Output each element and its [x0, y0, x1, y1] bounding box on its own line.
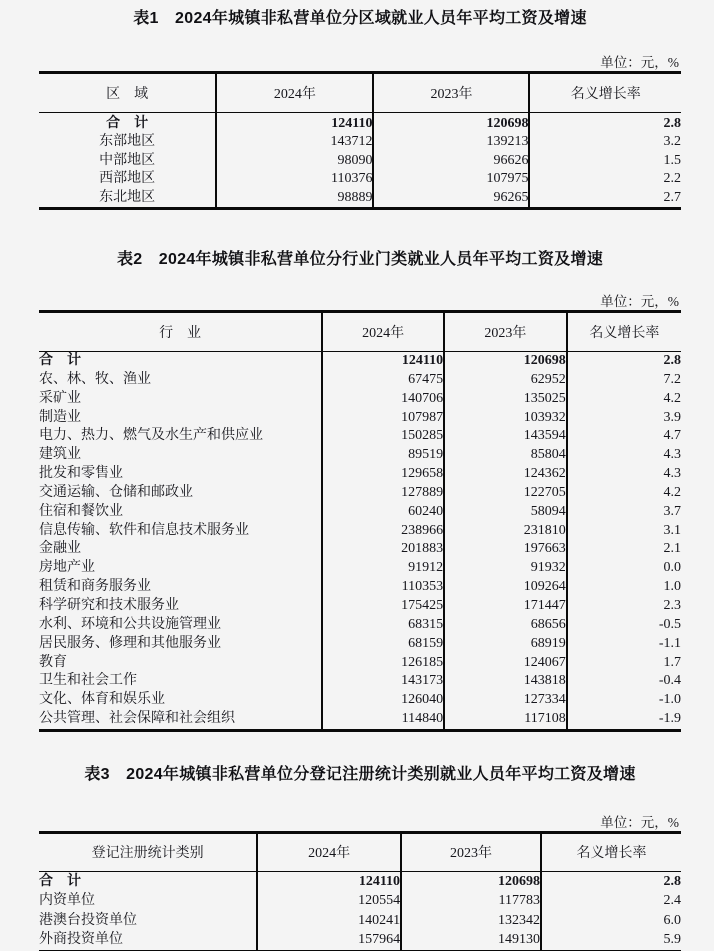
total-row	[39, 113, 681, 134]
row-label: 教育	[39, 654, 67, 670]
table2-title: 表2 2024年城镇非私营单位分行业门类就业人员年平均工资及增速	[116, 251, 604, 269]
table3-header	[39, 832, 681, 871]
row-label: 居民服务、修理和其他服务业	[39, 635, 221, 651]
value-2024: 68315	[322, 616, 444, 635]
row-label: 东北地区	[99, 189, 156, 205]
table1-header	[39, 73, 681, 113]
value-2024: 140241	[257, 911, 401, 931]
value-2024: 129658	[322, 465, 444, 484]
growth-rate: 2.8	[541, 871, 681, 891]
row-label: 港澳台投资单位	[39, 912, 137, 928]
value-2023: 124362	[444, 465, 567, 484]
growth-rate: 4.3	[567, 465, 681, 484]
column-header: 2023年	[401, 832, 541, 871]
table-row	[39, 409, 681, 428]
table2-industry-wages	[39, 310, 681, 732]
growth-rate: 3.9	[567, 409, 681, 428]
value-2023: 96626	[373, 152, 529, 170]
row-label: 中部地区	[99, 152, 156, 168]
growth-rate: -1.9	[567, 710, 681, 730]
value-2024: 201883	[322, 540, 444, 559]
table-row	[39, 672, 681, 691]
section-table2	[39, 249, 681, 732]
growth-rate: 3.1	[567, 522, 681, 541]
value-2023: 143818	[444, 672, 567, 691]
growth-rate: 1.5	[529, 152, 681, 170]
table-row	[39, 559, 681, 578]
table-row	[39, 691, 681, 710]
table-row	[39, 654, 681, 673]
table-row	[39, 189, 681, 209]
table-row	[39, 371, 681, 390]
value-2024: 91912	[322, 559, 444, 578]
row-label: 科学研究和技术服务业	[39, 598, 179, 613]
value-2024: 67475	[322, 371, 444, 390]
value-2024: 89519	[322, 446, 444, 465]
value-2024: 60240	[322, 503, 444, 522]
row-label: 采矿业	[39, 390, 81, 406]
row-label: 制造业	[39, 409, 81, 425]
table1-region-wages	[39, 71, 681, 210]
table-row	[39, 540, 681, 559]
column-header: 2023年	[373, 73, 529, 113]
growth-rate: -0.4	[567, 672, 681, 691]
value-2023: 58094	[444, 503, 567, 522]
value-2024: 150285	[322, 427, 444, 446]
header-row	[39, 73, 681, 113]
table-row	[39, 911, 681, 931]
row-label: 公共管理、社会保障和社会组织	[39, 711, 235, 727]
table-row	[39, 710, 681, 730]
stub-column-header: 登记注册统计类别	[39, 832, 257, 871]
table-row	[39, 427, 681, 446]
growth-rate: 4.2	[567, 390, 681, 409]
section-table1	[39, 8, 681, 210]
value-2023: 135025	[444, 390, 567, 409]
growth-rate: 4.7	[567, 427, 681, 446]
table-row	[39, 597, 681, 616]
table-row	[39, 170, 681, 188]
row-label: 卫生和社会工作	[39, 673, 137, 689]
row-label: 内资单位	[39, 893, 95, 909]
value-2023: 120698	[373, 113, 529, 134]
table3-title: 表3 2024年城镇非私营单位分登记注册统计类别就业人员年平均工资及增速	[84, 765, 636, 783]
table-row	[39, 578, 681, 597]
growth-rate: 1.0	[567, 578, 681, 597]
row-label: 外商投资单位	[39, 932, 123, 948]
value-2023: 107975	[373, 170, 529, 188]
growth-rate: 2.8	[567, 352, 681, 371]
value-2023: 197663	[444, 540, 567, 559]
table3-unit-label: 单位：元，%	[600, 814, 679, 830]
growth-rate: 0.0	[567, 559, 681, 578]
row-label: 水利、环境和公共设施管理业	[39, 616, 221, 632]
row-label: 建筑业	[39, 447, 81, 463]
value-2023: 139213	[373, 133, 529, 151]
column-header: 名义增长率	[541, 832, 681, 871]
value-2024: 124110	[257, 871, 401, 891]
value-2023: 231810	[444, 522, 567, 541]
value-2023: 68656	[444, 616, 567, 635]
section-table3	[39, 764, 681, 951]
value-2024: 175425	[322, 597, 444, 616]
value-2023: 171447	[444, 597, 567, 616]
value-2023: 62952	[444, 371, 567, 390]
value-2023: 96265	[373, 189, 529, 209]
row-label: 文化、体育和娱乐业	[39, 692, 165, 708]
table-row	[39, 133, 681, 151]
value-2023: 149130	[401, 930, 541, 951]
column-header: 名义增长率	[567, 312, 681, 352]
growth-rate: 3.7	[567, 503, 681, 522]
value-2024: 238966	[322, 522, 444, 541]
row-label: 合 计	[106, 116, 149, 131]
row-label: 西部地区	[99, 171, 156, 187]
value-2024: 110376	[216, 170, 373, 188]
value-2023: 85804	[444, 446, 567, 465]
row-label: 住宿和餐饮业	[39, 503, 123, 519]
table3-body	[39, 871, 681, 951]
value-2024: 120554	[257, 891, 401, 911]
growth-rate: 2.3	[567, 597, 681, 616]
table-row	[39, 484, 681, 503]
growth-rate: 2.2	[529, 170, 681, 188]
value-2024: 114840	[322, 710, 444, 730]
column-header: 2023年	[444, 312, 567, 352]
table1-unit-label: 单位：元，%	[600, 55, 679, 70]
value-2023: 143594	[444, 427, 567, 446]
row-label: 批发和零售业	[39, 466, 123, 482]
value-2024: 143712	[216, 133, 373, 151]
row-label: 东部地区	[99, 134, 156, 150]
value-2023: 132342	[401, 911, 541, 931]
growth-rate: 5.9	[541, 930, 681, 951]
value-2024: 68159	[322, 635, 444, 654]
value-2023: 122705	[444, 484, 567, 503]
total-row	[39, 352, 681, 371]
growth-rate: 4.3	[567, 446, 681, 465]
value-2023: 117108	[444, 710, 567, 730]
growth-rate: 4.2	[567, 484, 681, 503]
value-2024: 140706	[322, 390, 444, 409]
table2-body	[39, 352, 681, 731]
column-header: 2024年	[257, 832, 401, 871]
value-2023: 120698	[401, 871, 541, 891]
column-header: 名义增长率	[529, 73, 681, 113]
stub-column-header: 行 业	[39, 312, 322, 352]
table-row	[39, 930, 681, 951]
value-2024: 143173	[322, 672, 444, 691]
table-row	[39, 635, 681, 654]
value-2023: 109264	[444, 578, 567, 597]
total-row	[39, 871, 681, 891]
value-2024: 110353	[322, 578, 444, 597]
row-label: 金融业	[39, 541, 81, 557]
header-row	[39, 312, 681, 352]
table1-title: 表1 2024年城镇非私营单位分区域就业人员年平均工资及增速	[133, 10, 587, 27]
column-header: 2024年	[322, 312, 444, 352]
row-label: 电力、热力、燃气及水生产和供应业	[39, 428, 263, 444]
value-2024: 126040	[322, 691, 444, 710]
value-2024: 98889	[216, 189, 373, 209]
table-row	[39, 152, 681, 170]
table-row	[39, 522, 681, 541]
growth-rate: 2.1	[567, 540, 681, 559]
table-row	[39, 465, 681, 484]
growth-rate: -1.0	[567, 691, 681, 710]
row-label: 租赁和商务服务业	[39, 579, 151, 595]
row-label: 农、林、牧、渔业	[39, 371, 151, 387]
table3-registration-type-wages	[39, 831, 681, 951]
value-2024: 127889	[322, 484, 444, 503]
value-2024: 157964	[257, 930, 401, 951]
column-header: 2024年	[216, 73, 373, 113]
growth-rate: -0.5	[567, 616, 681, 635]
growth-rate: 3.2	[529, 133, 681, 151]
table2-unit-label: 单位：元，%	[600, 294, 679, 310]
growth-rate: 2.7	[529, 189, 681, 209]
value-2023: 103932	[444, 409, 567, 428]
value-2023: 117783	[401, 891, 541, 911]
value-2024: 126185	[322, 654, 444, 673]
growth-rate: 7.2	[567, 371, 681, 390]
value-2024: 98090	[216, 152, 373, 170]
value-2024: 124110	[322, 352, 444, 371]
row-label: 交通运输、仓储和邮政业	[39, 484, 193, 500]
value-2024: 107987	[322, 409, 444, 428]
table-row	[39, 446, 681, 465]
value-2024: 124110	[216, 113, 373, 134]
table-row	[39, 503, 681, 522]
row-label: 信息传输、软件和信息技术服务业	[39, 522, 249, 538]
table1-body	[39, 113, 681, 209]
stub-column-header: 区 域	[39, 73, 216, 113]
header-row	[39, 832, 681, 871]
table2-header	[39, 312, 681, 352]
table-row	[39, 390, 681, 409]
row-label: 房地产业	[39, 560, 95, 576]
growth-rate: -1.1	[567, 635, 681, 654]
value-2023: 91932	[444, 559, 567, 578]
row-label: 合 计	[39, 353, 81, 369]
value-2023: 127334	[444, 691, 567, 710]
table-row	[39, 891, 681, 911]
growth-rate: 2.8	[529, 113, 681, 134]
value-2023: 120698	[444, 352, 567, 371]
growth-rate: 2.4	[541, 891, 681, 911]
value-2023: 68919	[444, 635, 567, 654]
row-label: 合 计	[39, 873, 81, 889]
value-2023: 124067	[444, 654, 567, 673]
table-row	[39, 616, 681, 635]
growth-rate: 1.7	[567, 654, 681, 673]
growth-rate: 6.0	[541, 911, 681, 931]
